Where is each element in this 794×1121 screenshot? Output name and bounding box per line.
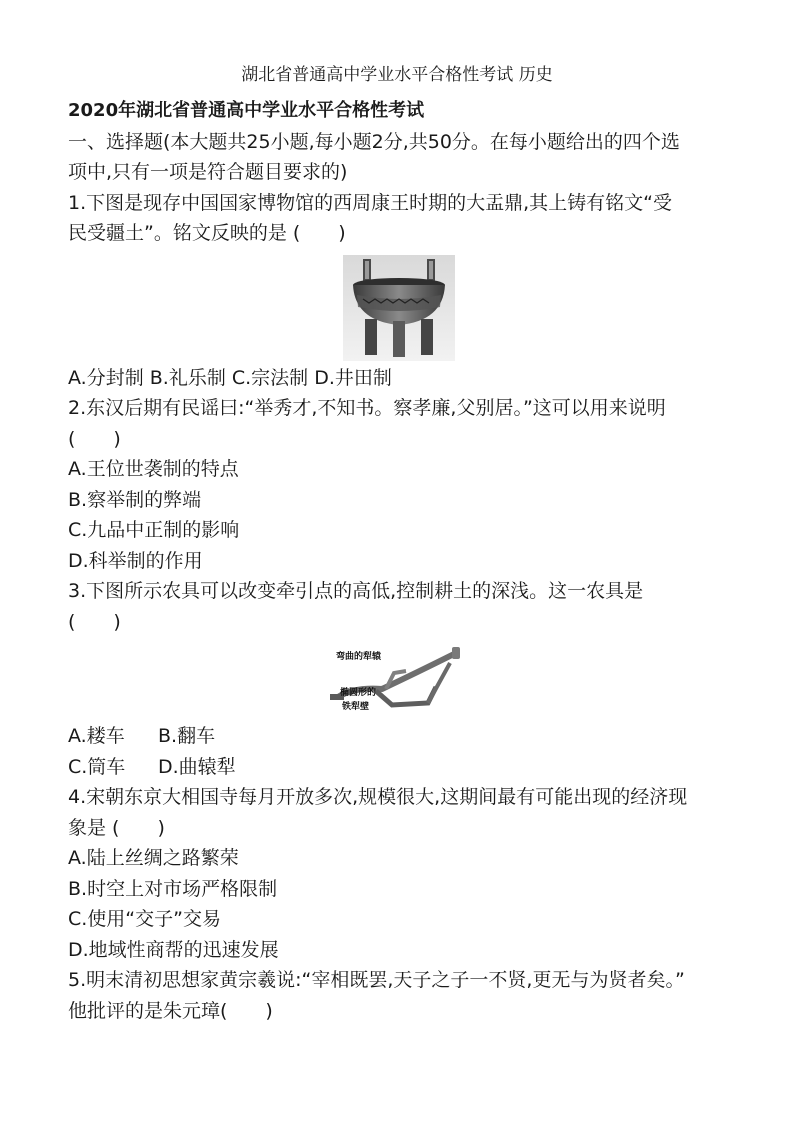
exam-title: 2020年湖北省普通高中学业水平合格性考试 [68,100,425,121]
question-1-line-2: 民受疆土”。铭文反映的是 ( ) [68,222,346,244]
section-instructions-line-1: 一、选择题(本大题共25小题,每小题2分,共50分。在每小题给出的四个选 [68,130,680,153]
question-3-option-a: A.耧车 [68,725,125,747]
question-3-option-d: D.曲辕犁 [158,755,236,778]
question-4-option-b: B.时空上对市场严格限制 [68,877,278,900]
question-3-options-row-1 [68,721,730,752]
question-4-option-d: D.地域性商帮的迅速发展 [68,938,279,961]
question-3-line-2: ( ) [68,610,121,633]
question-2-option-d: D.科举制的作用 [68,549,203,572]
section-instructions-line-2: 项中,只有一项是符合题目要求的) [68,161,348,183]
question-2-line-1: 2.东汉后期有民谣曰:“举秀才,不知书。察孝廉,父别居。”这可以用来说明 [68,397,666,419]
question-3-option-b: B.翻车 [158,725,216,747]
question-5-line-1: 5.明末清初思想家黄宗羲说:“宰相既罢,天子之子一不贤,更无与为贤者矣。” [68,969,685,991]
question-4-line-1: 4.宋朝东京大相国寺每月开放多次,规模很大,这期间最有可能出现的经济现 [68,786,688,808]
plough-label-oval: 椭圆形的 [340,688,377,698]
question-4-option-c: C.使用“交子”交易 [68,908,221,930]
question-3-options-row-2 [68,752,730,783]
question-3-option-c: C.筒车 [68,755,126,778]
plough-label-curved-beam: 弯曲的犁辕 [336,652,382,662]
question-2-line-2: ( ) [68,427,121,450]
bronze-ding-image [343,255,455,361]
question-2-option-b: B.察举制的弊端 [68,488,202,511]
question-4-option-a: A.陆上丝绸之路繁荣 [68,847,239,869]
question-1-figure [68,255,730,361]
exam-content [68,96,730,1026]
question-1-options: A.分封制 B.礼乐制 C.宗法制 D.井田制 [68,366,392,389]
question-4-line-2: 象是 ( ) [68,816,165,839]
question-5-line-2: 他批评的是朱元璋( ) [68,999,273,1022]
question-2-option-a: A.王位世袭制的特点 [68,458,239,480]
question-3-line-1: 3.下图所示农具可以改变牵引点的高低,控制耕土的深浅。这一农具是 [68,580,644,602]
question-1-line-1: 1.下图是现存中国国家博物馆的西周康王时期的大盂鼎,其上铸有铭文“受 [68,191,673,214]
curved-plough-image [324,643,474,719]
plough-label-iron-moldboard: 铁犁壁 [342,702,370,712]
question-2-option-c: C.九品中正制的影响 [68,519,240,541]
page-header: 湖北省普通高中学业水平合格性考试 历史 [241,65,553,85]
question-3-figure [68,643,730,719]
